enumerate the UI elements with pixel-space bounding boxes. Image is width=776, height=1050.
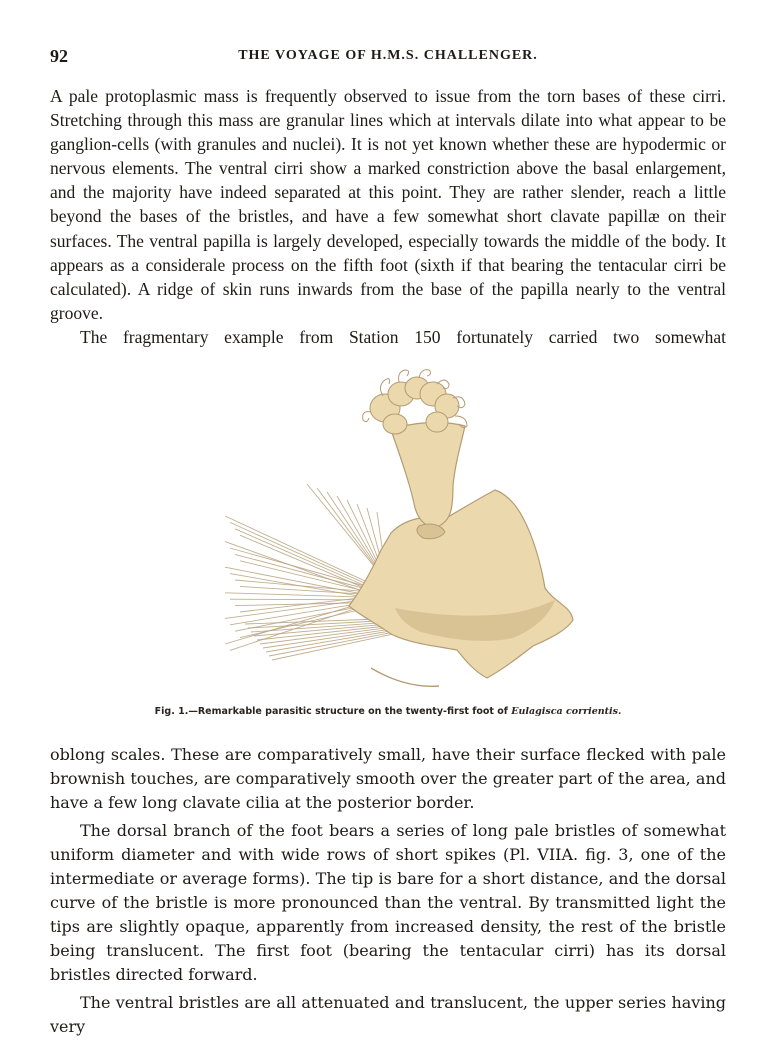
tentacle xyxy=(363,412,371,422)
ventral-cirrus xyxy=(371,668,439,686)
parasite-stalk xyxy=(391,423,465,528)
parasitic-structure-drawing xyxy=(215,368,575,693)
caption-species: Eulagisca corrientis. xyxy=(511,706,622,717)
upper-text-block xyxy=(50,84,726,349)
page-number: 92 xyxy=(50,46,68,66)
body-paragraph: A pale protoplasmic mass is frequently observed to issue from the torn bases of these cirri. Stretching through this mass are granular lines which at intervals dilate into what appear to be ganglion-cells (with granules and nuclei). It is not yet known whether these are hypodermic or nervous elements. The ventral cirri show a marked constriction above the basal enlargement, and the majority have indeed separated at this point. They are rather slender, reach a little beyond the bases of the bristles, and have a few somewhat short clavate papillæ on their surfaces. The ventral papilla is largely developed, especially towards the middle of the body. It appears as a considerale process on the fifth foot (sixth if that bearing the tentacular cirri be calculated). A ridge of skin runs inwards from the base of the papilla nearly to the ventral groove. xyxy=(50,86,726,323)
running-title: THE VOYAGE OF H.M.S. CHALLENGER. xyxy=(238,48,538,63)
body-paragraph: The fragmentary example from Station 150 fortunately carried two somewhat xyxy=(80,326,726,347)
lower-text-block xyxy=(50,743,726,1039)
figure-illustration xyxy=(215,368,575,693)
body-paragraph: The dorsal branch of the foot bears a series of long pale bristles of somewhat uniform diameter and with wide rows of short spikes (Pl. VIIA. fig. 3, one of the intermediate or average forms). The tip is bare for a short distance, and the dorsal curve of the bristle is more pronounced than the ventral. By transmitted light the tips are slightly opaque, apparently from increased density, the rest of the bristle being translucent. The first foot (bearing the tentacular cirri) has its dorsal bristles directed forward. xyxy=(50,821,726,984)
body-paragraph: oblong scales. These are comparatively small, have their surface flecked with pale brownish touches, are comparatively smooth over the greater part of the area, and have a few long clavate cilia at the posterior border. xyxy=(50,745,726,812)
tentacle xyxy=(419,370,431,378)
figure-caption xyxy=(50,706,726,717)
tentacle xyxy=(399,370,409,382)
foot-body xyxy=(349,490,573,678)
head-lobe xyxy=(383,414,407,434)
body-paragraph: The ventral bristles are all attenuated and translucent, the upper series having very xyxy=(50,993,726,1036)
page-header xyxy=(50,46,726,70)
head-lobe xyxy=(426,412,448,432)
caption-text: Fig. 1.—Remarkable parasitic structure on the twenty-first foot of xyxy=(154,706,512,717)
